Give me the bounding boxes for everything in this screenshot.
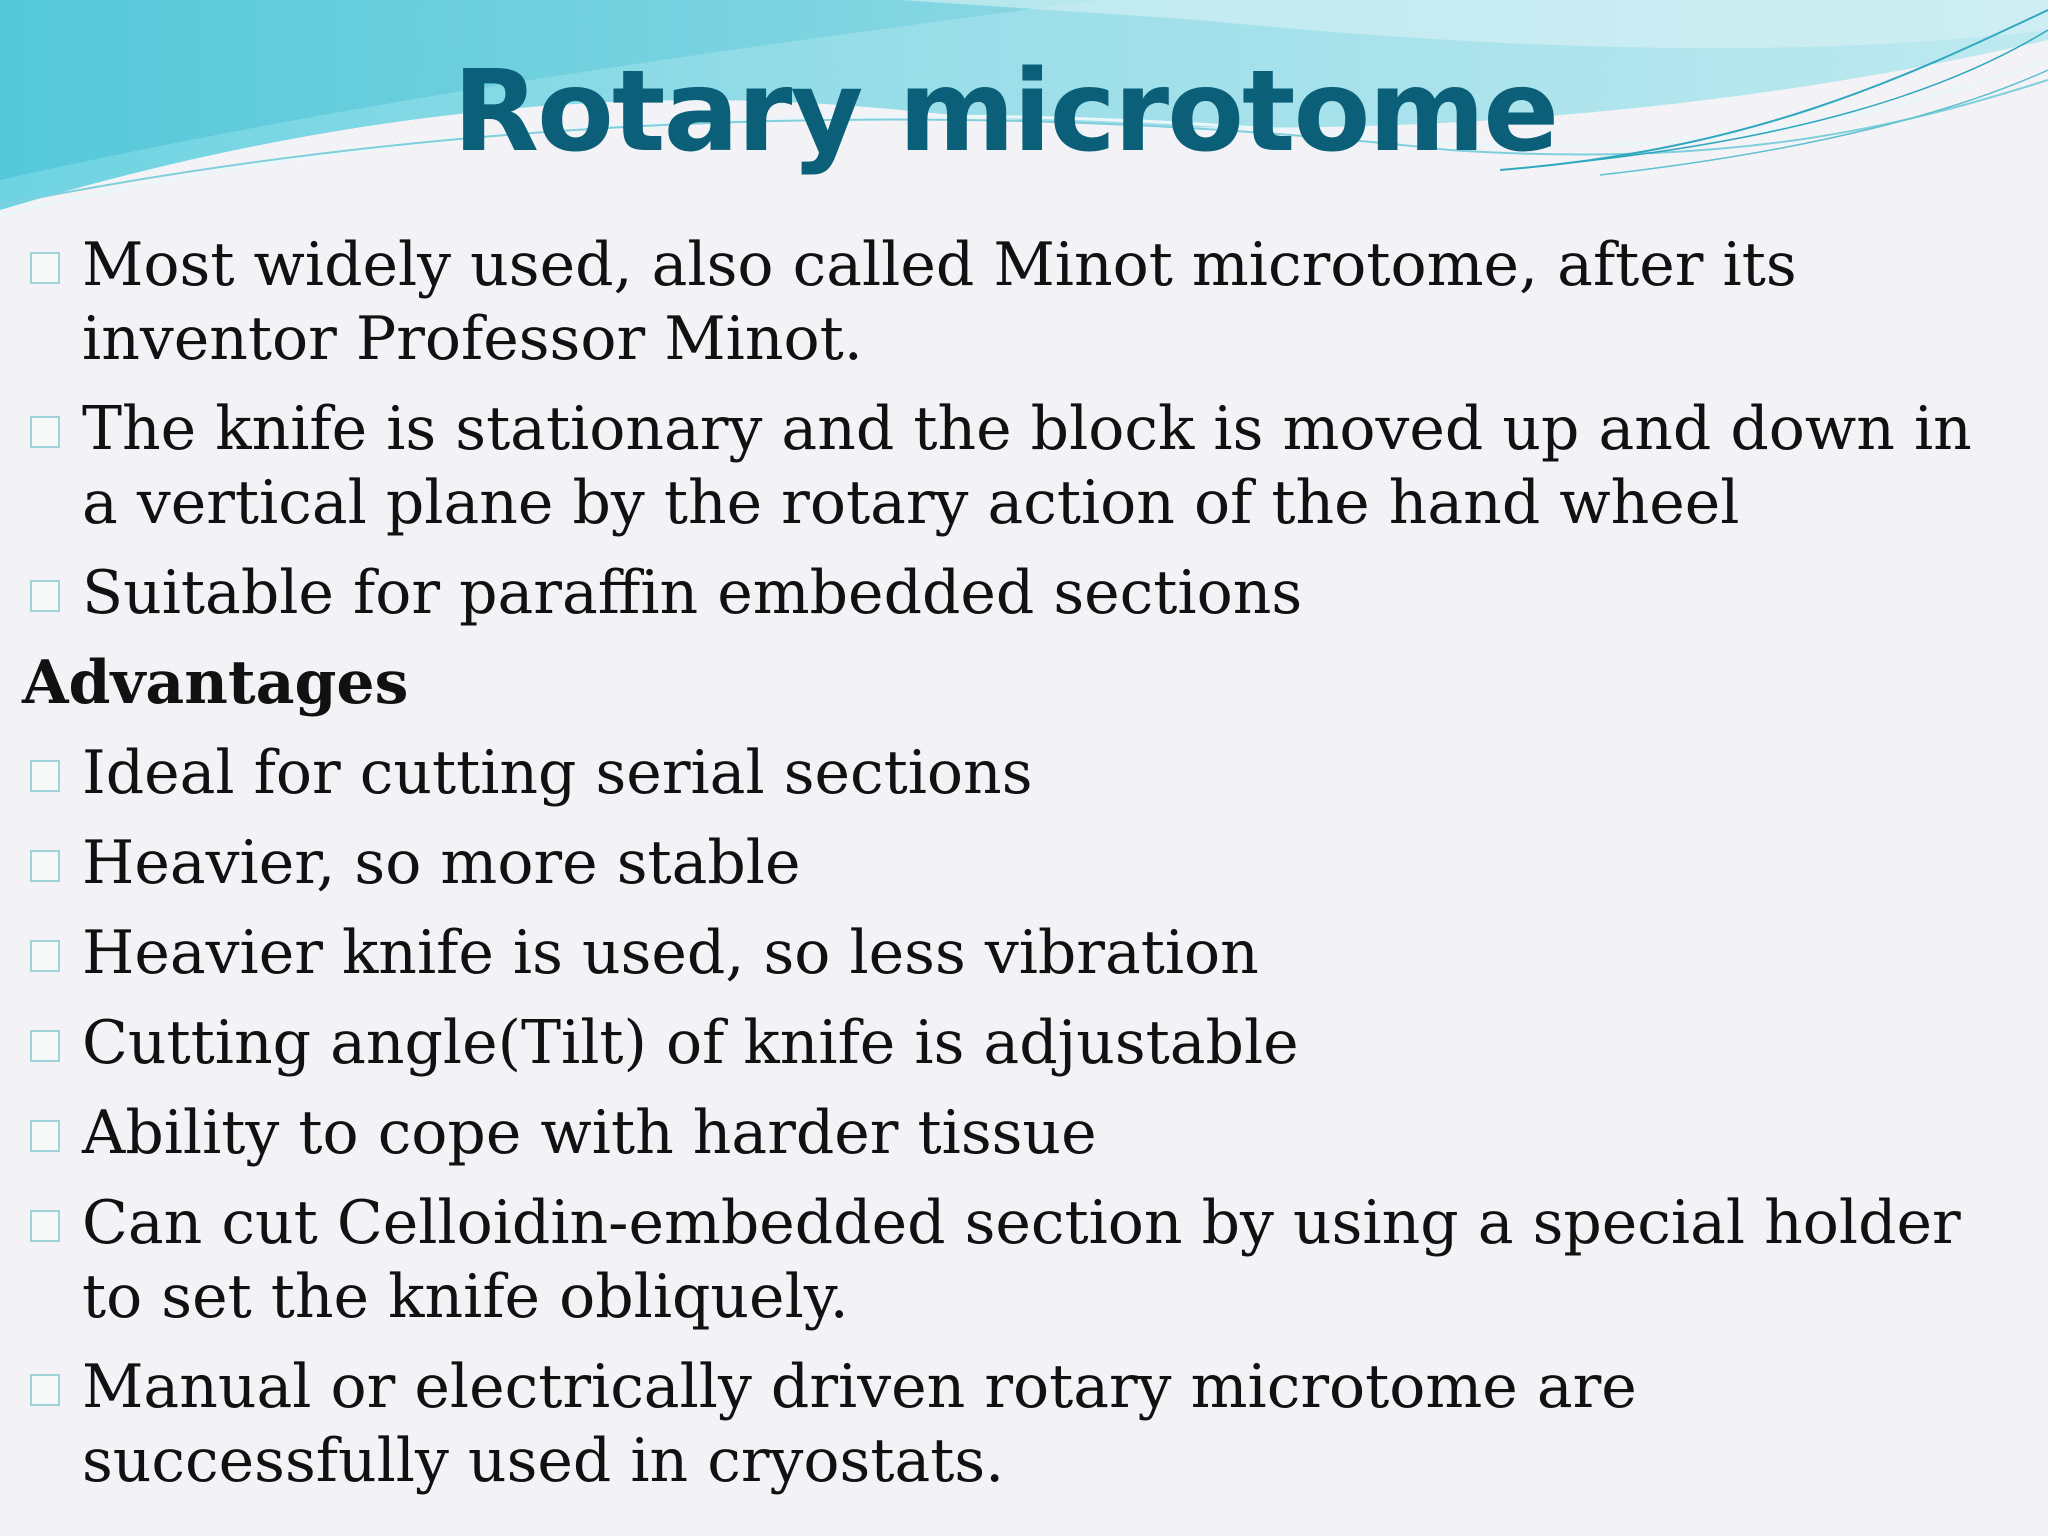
bullet-item bbox=[22, 826, 2022, 900]
bullet-item bbox=[22, 916, 2022, 990]
bullet-item bbox=[22, 556, 2022, 630]
bullet-item bbox=[22, 1096, 2022, 1170]
square-bullet-icon bbox=[30, 252, 60, 284]
square-bullet-icon bbox=[30, 940, 60, 972]
bullet-text: The knife is stationary and the block is moved up and down in a vertical plane by the rotary action of the hand wheel bbox=[82, 394, 1972, 538]
bullet-item bbox=[22, 1186, 2022, 1334]
slide-title: Rotary microtome bbox=[452, 47, 1558, 177]
bullet-text: Can cut Celloidin-embedded section by using a special holder to set the knife obliquely. bbox=[82, 1188, 1961, 1332]
bullet-text: Heavier knife is used, so less vibration bbox=[82, 918, 1259, 988]
square-bullet-icon bbox=[30, 1374, 60, 1406]
square-bullet-icon bbox=[30, 850, 60, 882]
bullet-item bbox=[22, 228, 2022, 376]
bullet-item bbox=[22, 1350, 2022, 1498]
bullet-text: Ideal for cutting serial sections bbox=[82, 738, 1033, 808]
slide-content bbox=[22, 228, 2022, 1514]
bullet-item bbox=[22, 392, 2022, 540]
square-bullet-icon bbox=[30, 580, 60, 612]
bullet-item bbox=[22, 1006, 2022, 1080]
bullet-text: Suitable for paraffin embedded sections bbox=[82, 558, 1303, 628]
section-heading-advantages: Advantages bbox=[22, 648, 409, 718]
bullet-text: Ability to cope with harder tissue bbox=[82, 1098, 1097, 1168]
square-bullet-icon bbox=[30, 1120, 60, 1152]
bullet-text: Most widely used, also called Minot microtome, after its inventor Professor Minot. bbox=[82, 230, 1797, 374]
square-bullet-icon bbox=[30, 1210, 60, 1242]
bullet-item bbox=[22, 736, 2022, 810]
bullet-text: Manual or electrically driven rotary microtome are successfully used in cryostats. bbox=[82, 1352, 1637, 1496]
bullet-text: Cutting angle(Tilt) of knife is adjustable bbox=[82, 1008, 1299, 1078]
bullet-text: Heavier, so more stable bbox=[82, 828, 801, 898]
square-bullet-icon bbox=[30, 760, 60, 792]
square-bullet-icon bbox=[30, 1030, 60, 1062]
square-bullet-icon bbox=[30, 416, 60, 448]
